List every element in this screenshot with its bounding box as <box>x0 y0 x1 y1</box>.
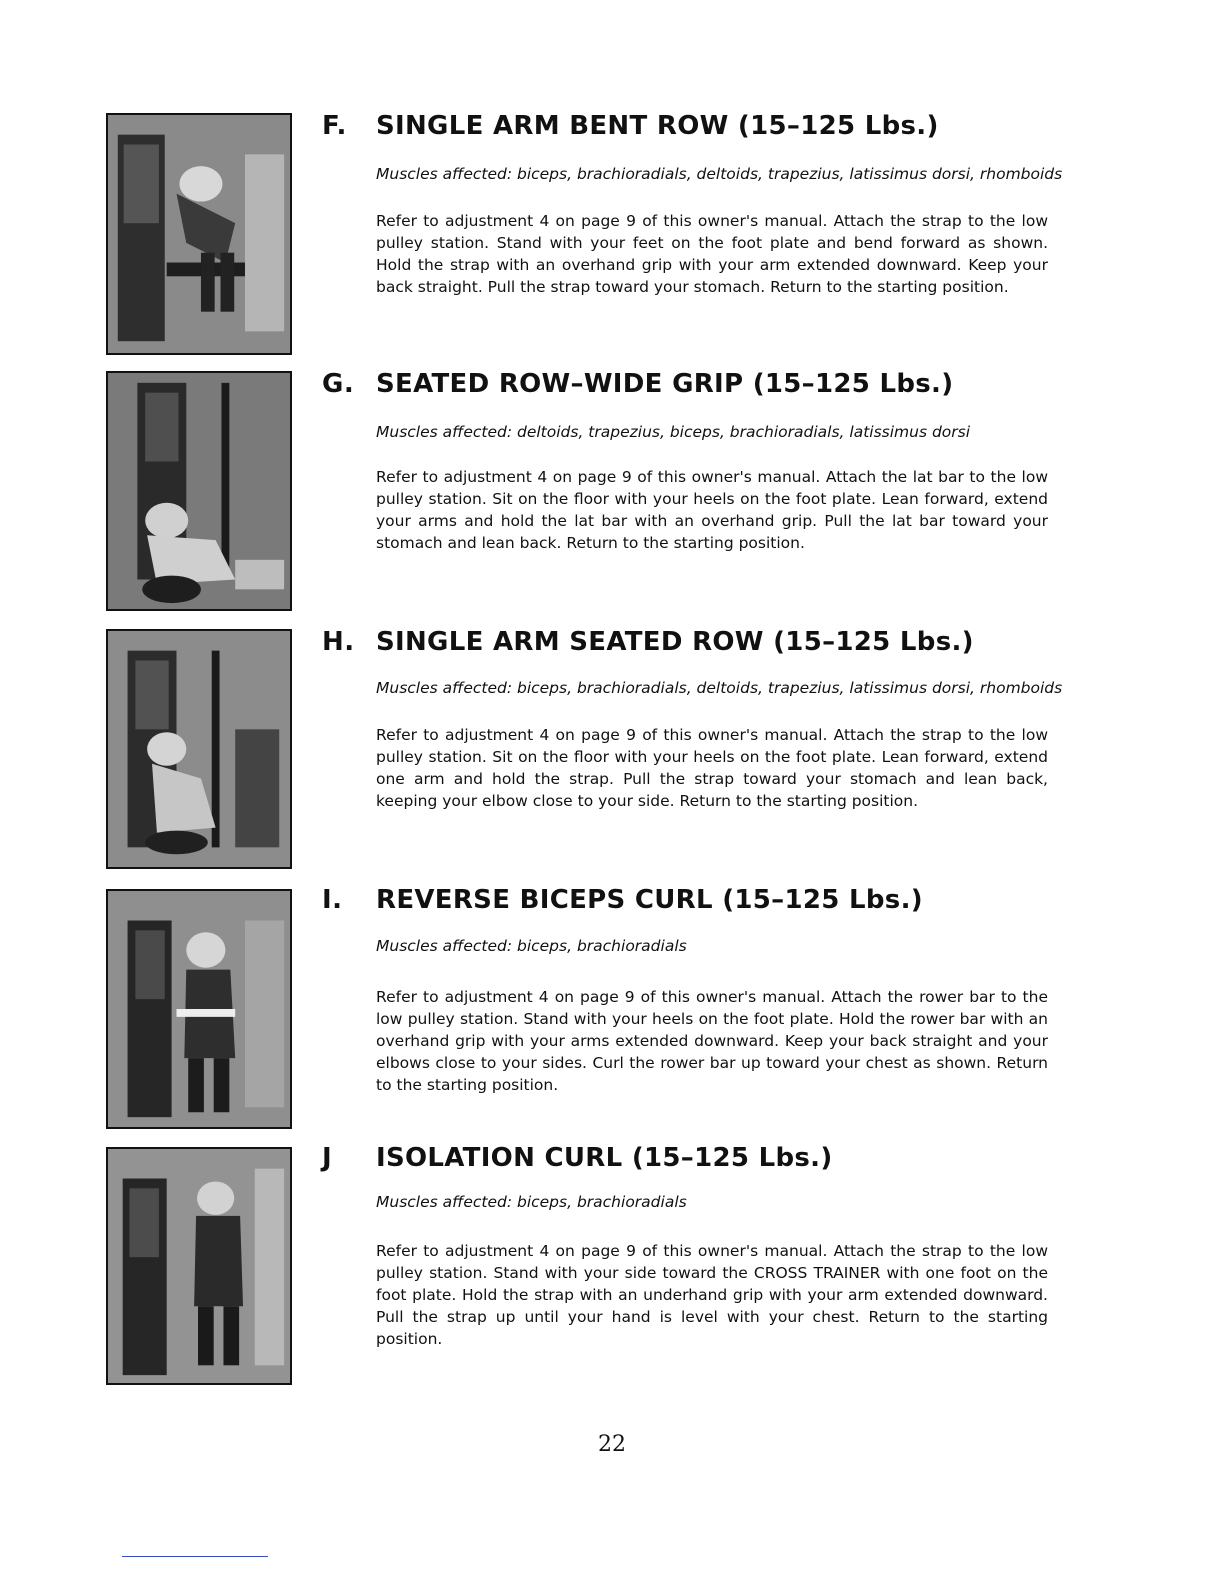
exercise-title: REVERSE BICEPS CURL (15–125 Lbs.) <box>376 885 923 915</box>
muscles-affected: Muscles affected: biceps, brachioradials <box>376 937 687 955</box>
exercise-illustration-i <box>108 891 290 1127</box>
section-letter: H. <box>322 627 355 657</box>
exercise-photo-f <box>106 113 292 355</box>
exercise-illustration-f <box>108 115 290 353</box>
exercise-title: ISOLATION CURL (15–125 Lbs.) <box>376 1143 833 1173</box>
footer-rule <box>122 1556 268 1557</box>
exercise-photo-j <box>106 1147 292 1385</box>
section-letter: F. <box>322 111 347 141</box>
exercise-illustration-h <box>108 631 290 867</box>
exercise-photo-g <box>106 371 292 611</box>
muscles-affected: Muscles affected: deltoids, trapezius, biceps, brachioradials, latissimus dorsi <box>376 423 971 441</box>
exercise-instructions: Refer to adjustment 4 on page 9 of this owner's manual. Attach the lat bar to the low pulley station. Sit on the floor with your heels on the foot plate. Lean forward, extend your arms and hold the lat bar with an overhand grip. Pull the lat bar toward your stomach and lean back. Return to the starting position. <box>376 468 1048 552</box>
exercise-title: SEATED ROW–WIDE GRIP (15–125 Lbs.) <box>376 369 954 399</box>
exercise-photo-i <box>106 889 292 1129</box>
exercise-title: SINGLE ARM BENT ROW (15–125 Lbs.) <box>376 111 939 141</box>
exercise-instructions: Refer to adjustment 4 on page 9 of this owner's manual. Attach the strap to the low pulley station. Stand with your feet on the foot plate and bend forward as shown. Hold the strap with an overhand grip with your arm extended downward. Keep your back straight. Pull the strap toward your stomach. Return to the starting position. <box>376 212 1048 296</box>
page-number: 22 <box>598 1432 626 1457</box>
exercise-illustration-j <box>108 1149 290 1383</box>
muscles-affected: Muscles affected: biceps, brachioradials, deltoids, trapezius, latissimus dorsi, rhomboids <box>376 679 1063 697</box>
section-letter: G. <box>322 369 355 399</box>
muscles-affected: Muscles affected: biceps, brachioradials, deltoids, trapezius, latissimus dorsi, rhomboids <box>376 165 1063 183</box>
exercise-instructions: Refer to adjustment 4 on page 9 of this owner's manual. Attach the strap to the low pulley station. Stand with your side toward the CROSS TRAINER with one foot on the foot plate. Hold the strap with an underhand grip with your arm extended downward. Pull the strap up until your hand is level with your chest. Return to the starting position. <box>376 1242 1048 1348</box>
muscles-affected: Muscles affected: biceps, brachioradials <box>376 1193 687 1211</box>
exercise-instructions: Refer to adjustment 4 on page 9 of this owner's manual. Attach the rower bar to the low pulley station. Stand with your heels on the foot plate. Hold the rower bar with an overhand grip with your arms extended downward. Keep your back straight and your elbows close to your sides. Curl the rower bar up toward your chest as shown. Return to the starting position. <box>376 988 1048 1094</box>
exercise-illustration-g <box>108 373 290 609</box>
exercise-photo-h <box>106 629 292 869</box>
section-letter: I. <box>322 885 343 915</box>
section-letter: J <box>322 1143 333 1173</box>
exercise-instructions: Refer to adjustment 4 on page 9 of this owner's manual. Attach the strap to the low pulley station. Sit on the floor with your heels on the foot plate. Lean forward, extend one arm and hold the strap. Pull the strap toward your stomach and lean back, keeping your elbow close to your side. Return to the starting position. <box>376 726 1048 810</box>
exercise-title: SINGLE ARM SEATED ROW (15–125 Lbs.) <box>376 627 974 657</box>
